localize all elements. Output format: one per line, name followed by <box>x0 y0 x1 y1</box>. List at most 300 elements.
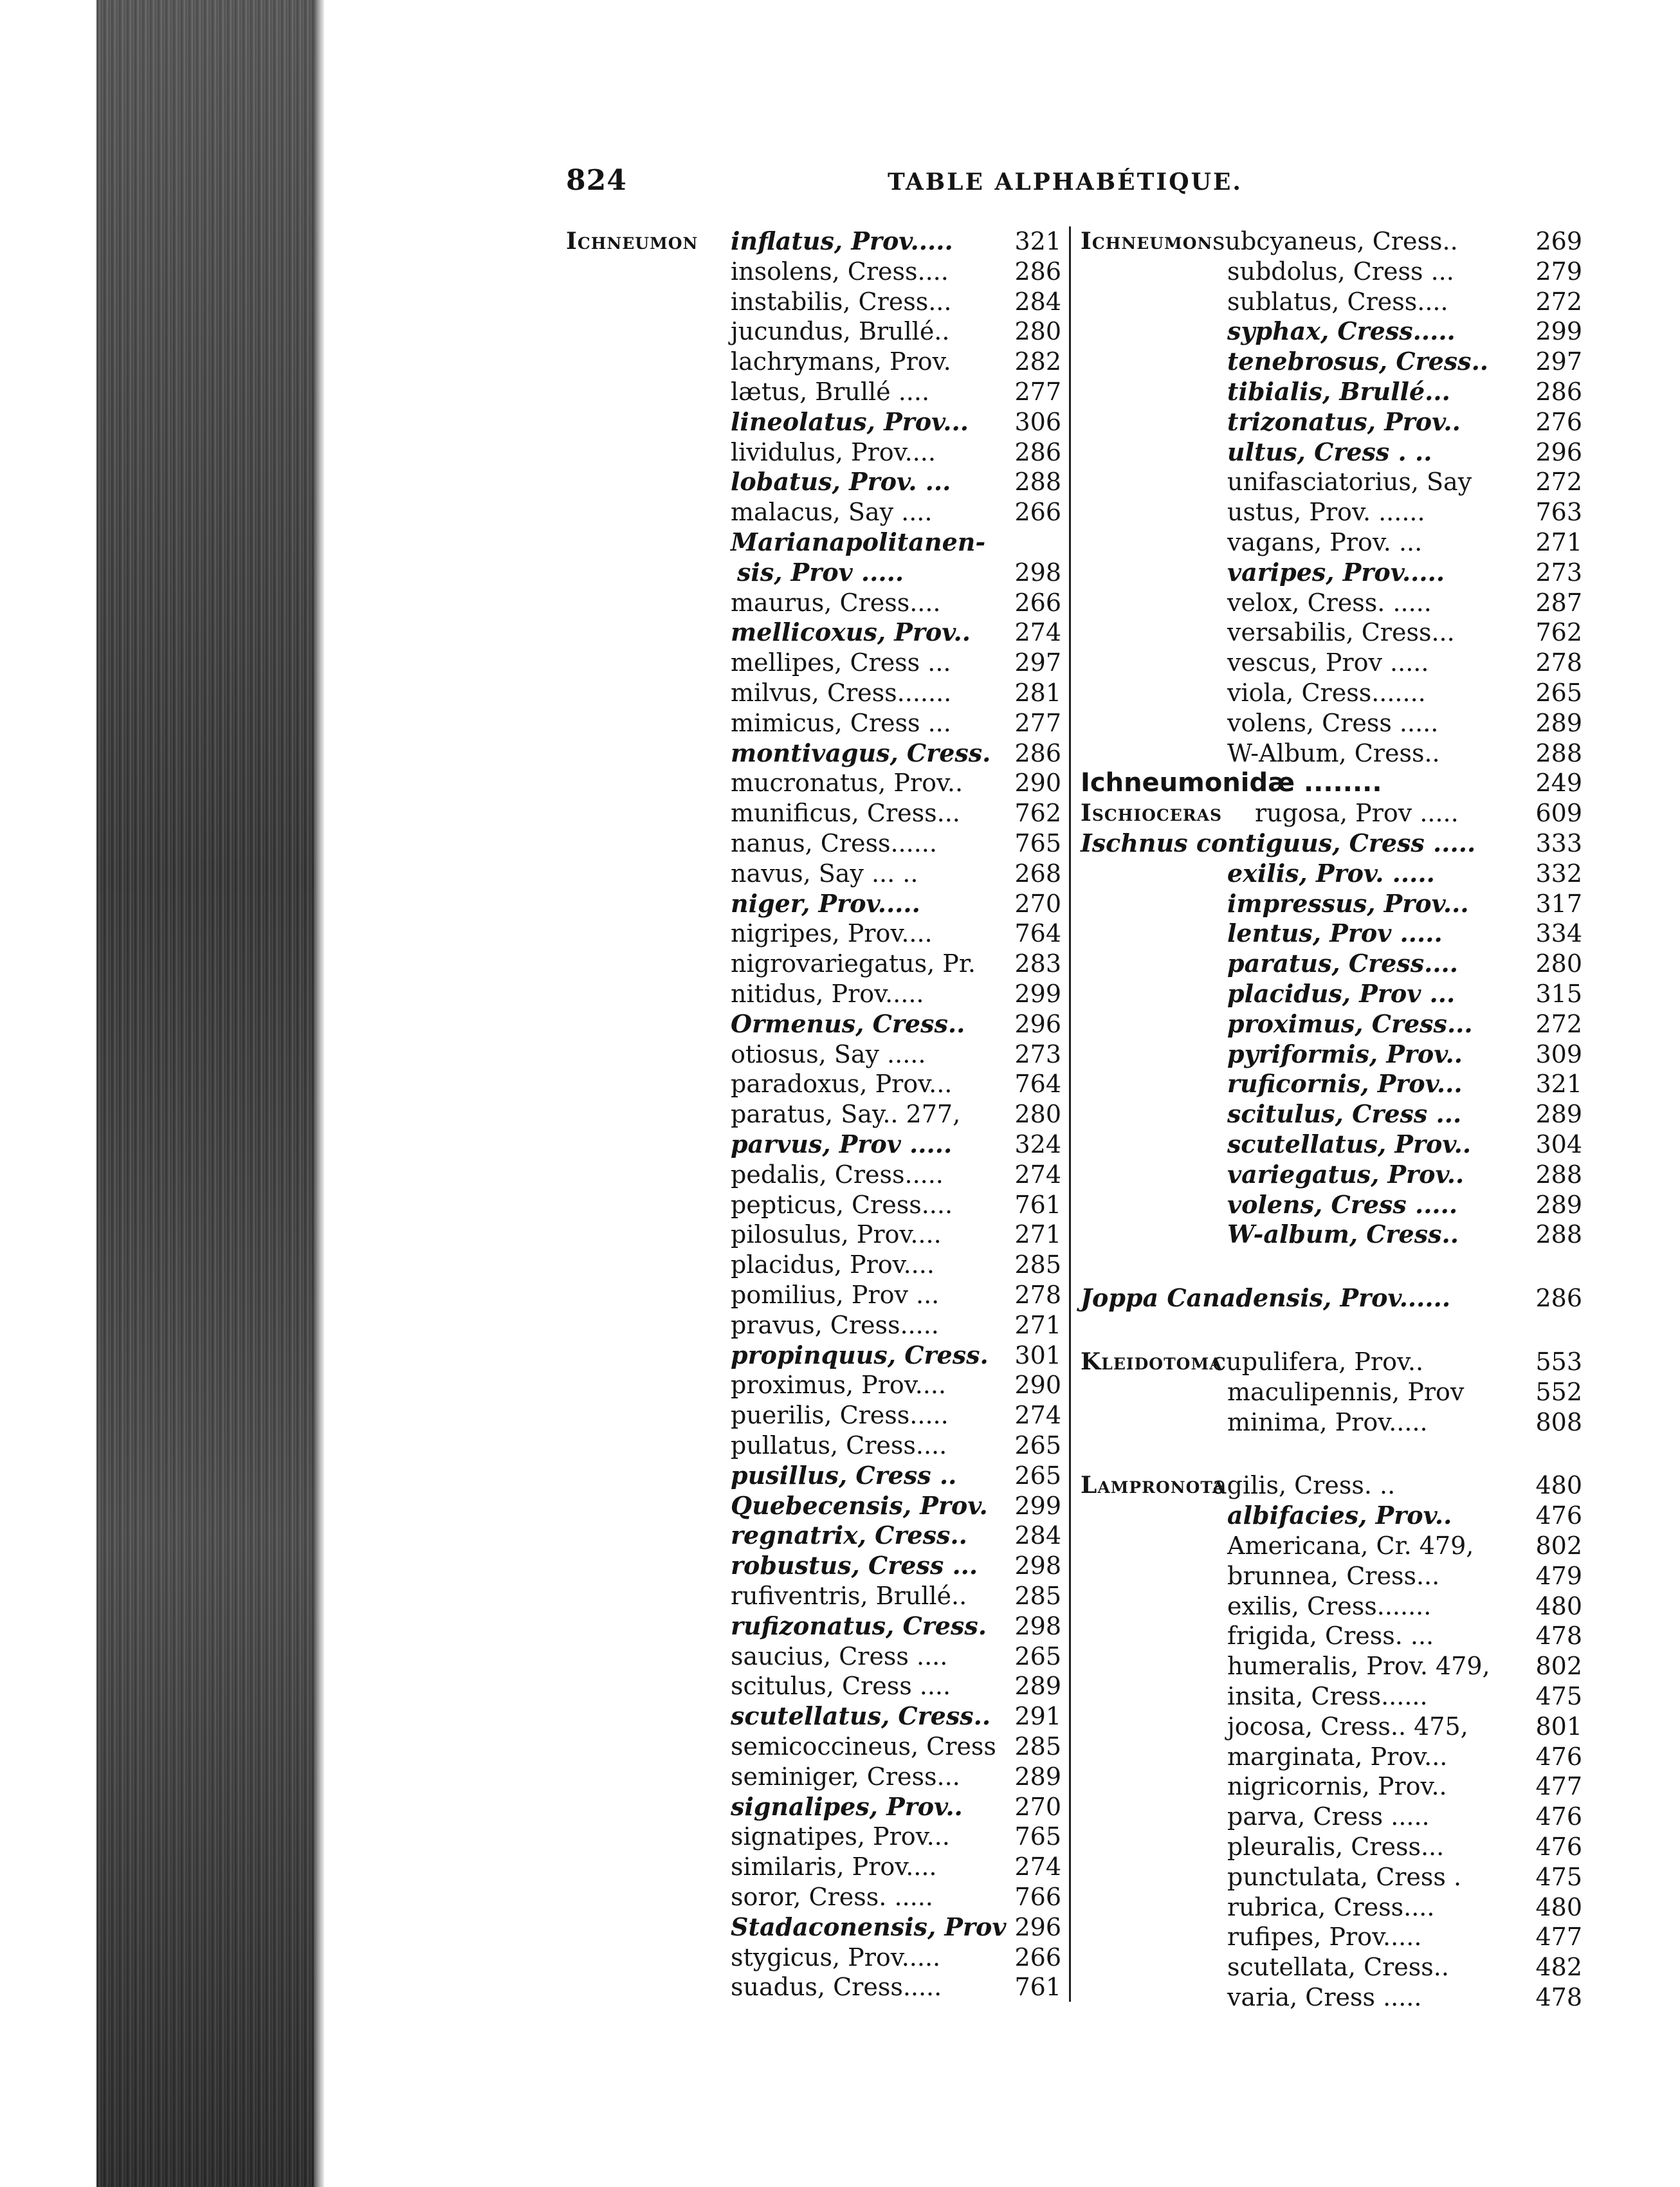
entry-page: 286 <box>1535 1284 1582 1313</box>
entry-name: Quebecensis, Prov. <box>731 1490 988 1520</box>
index-entry <box>566 1701 1061 1731</box>
index-entry <box>566 347 1061 376</box>
entry-page: 274 <box>1014 1853 1061 1881</box>
entry-page: 274 <box>1014 1160 1061 1189</box>
index-entry <box>1081 316 1582 346</box>
index-entry <box>1081 407 1582 437</box>
index-entry <box>566 437 1061 467</box>
index-entry <box>566 1099 1061 1129</box>
entry-name: nigrovariegatus, Pr. <box>731 949 976 978</box>
index-entry <box>1081 1651 1582 1681</box>
entry-page: 764 <box>1014 919 1061 948</box>
entry-name: unifasciatorius, Say <box>1227 468 1472 497</box>
entry-page: 282 <box>1014 347 1061 376</box>
index-entry <box>566 949 1061 978</box>
index-entry <box>1081 1039 1582 1069</box>
entry-page: 284 <box>1014 287 1061 316</box>
entry-name: albifacies, Prov.. <box>1227 1501 1452 1530</box>
entry-name: varipes, Prov..... <box>1227 557 1445 587</box>
entry-page: 265 <box>1014 1431 1061 1460</box>
entry-name: varia, Cress ..... <box>1227 1983 1422 2011</box>
entry-page: 480 <box>1535 1591 1582 1620</box>
entry-page: 268 <box>1014 859 1061 888</box>
entry-page: 274 <box>1014 618 1061 647</box>
entry-name: munificus, Cress... <box>731 799 960 828</box>
entry-page: 482 <box>1535 1953 1582 1982</box>
entry-page: 477 <box>1535 1772 1582 1801</box>
entry-name: W-album, Cress.. <box>1227 1220 1459 1249</box>
entry-name: lætus, Brullé .... <box>731 378 930 406</box>
entry-name: mellipes, Cress ... <box>731 648 951 677</box>
entry-page: 480 <box>1535 1892 1582 1921</box>
entry-name: navus, Say ... .. <box>731 859 918 888</box>
entry-page: 480 <box>1535 1471 1582 1500</box>
entry-name: lividulus, Prov.... <box>731 437 936 466</box>
entry-name: syphax, Cress..... <box>1227 316 1456 346</box>
entry-page: 284 <box>1014 1521 1061 1550</box>
entry-page: 296 <box>1014 1912 1061 1941</box>
entry-page: 285 <box>1014 1732 1061 1761</box>
entry-page: 265 <box>1014 1642 1061 1670</box>
index-entry <box>566 1310 1061 1340</box>
index-entry <box>566 1642 1061 1671</box>
entry-page: 287 <box>1535 588 1582 617</box>
index-entry <box>566 226 1061 256</box>
index-column-left <box>566 226 1100 2002</box>
entry-page: 317 <box>1535 889 1582 918</box>
entry-page: 304 <box>1535 1130 1582 1158</box>
entry-name: ruficornis, Prov... <box>1227 1069 1463 1099</box>
index-entry <box>1081 497 1582 527</box>
running-title: TABLE ALPHABÉTIQUE. <box>888 169 1243 196</box>
index-entry <box>566 1039 1061 1069</box>
entry-page: 289 <box>1535 1100 1582 1129</box>
entry-name: pomilius, Prov ... <box>731 1281 940 1309</box>
entry-page: 765 <box>1014 829 1061 857</box>
entry-name: velox, Cress. ..... <box>1227 588 1432 617</box>
entry-name: robustus, Cress ... <box>731 1551 978 1580</box>
index-entry <box>1081 1130 1582 1159</box>
index-entry <box>1081 1621 1582 1651</box>
entry-page: 280 <box>1014 317 1061 346</box>
entry-name: inflatus, Prov..... <box>731 226 953 255</box>
entry-name: mucronatus, Prov.. <box>731 769 963 798</box>
index-entry <box>1081 1771 1582 1801</box>
entry-name: pilosulus, Prov.... <box>731 1220 942 1249</box>
index-entry <box>566 1671 1061 1701</box>
entry-name: paratus, Cress.... <box>1227 949 1459 978</box>
index-entry <box>566 1461 1061 1490</box>
index-entry <box>566 1280 1061 1310</box>
entry-name: jucundus, Brullé.. <box>731 317 950 346</box>
entry-name: rufipes, Prov..... <box>1227 1923 1422 1952</box>
index-entry <box>566 1220 1061 1249</box>
entry-name: Americana, Cr. 479, <box>1227 1532 1474 1560</box>
entry-page: 475 <box>1535 1862 1582 1891</box>
index-entry <box>1081 828 1582 858</box>
index-entry <box>1081 889 1582 919</box>
entry-page: 286 <box>1535 378 1582 406</box>
index-entry <box>566 1521 1061 1550</box>
entry-page: 763 <box>1535 498 1582 527</box>
index-entry <box>1081 1377 1582 1407</box>
entry-name: sis, Prov ..... <box>737 557 904 587</box>
entry-name: pyriformis, Prov.. <box>1227 1039 1463 1068</box>
index-entry <box>566 1822 1061 1851</box>
entry-name: tenebrosus, Cress.. <box>1227 347 1489 376</box>
entry-name: semicoccineus, Cress <box>731 1732 996 1761</box>
entry-name: insolens, Cress.... <box>731 257 949 286</box>
index-entry <box>566 1943 1061 1972</box>
index-entry <box>566 889 1061 919</box>
index-entry <box>566 1882 1061 1912</box>
entry-name: suadus, Cress..... <box>731 1973 942 2002</box>
entry-page: 266 <box>1014 1943 1061 1972</box>
entry-page: 476 <box>1535 1802 1582 1831</box>
entry-name: lachrymans, Prov. <box>731 347 951 376</box>
index-entry <box>1081 979 1582 1009</box>
index-entry <box>1081 678 1582 708</box>
entry-page: 289 <box>1535 708 1582 737</box>
index-entry <box>566 1431 1061 1460</box>
entry-page: 296 <box>1014 1009 1061 1038</box>
entry-page: 315 <box>1535 980 1582 1008</box>
entry-name: punctulata, Cress . <box>1227 1862 1462 1891</box>
entry-page: 299 <box>1014 980 1061 1008</box>
entry-name: pravus, Cress..... <box>731 1310 939 1339</box>
entry-page: 609 <box>1535 799 1582 828</box>
entry-page: 802 <box>1535 1532 1582 1560</box>
index-entry <box>1081 226 1582 256</box>
entry-name: exilis, Prov. ..... <box>1227 858 1435 888</box>
index-entry <box>1081 1283 1582 1313</box>
entry-page: 299 <box>1014 1491 1061 1520</box>
entry-name: lentus, Prov ..... <box>1227 919 1443 948</box>
index-entry <box>566 1551 1061 1580</box>
entry-page: 281 <box>1014 679 1061 707</box>
entry-name: scutellatus, Prov.. <box>1227 1130 1472 1158</box>
index-entry <box>1081 1832 1582 1862</box>
genus-prefix: Kleidotoma <box>1081 1348 1223 1375</box>
entry-page: 288 <box>1535 1220 1582 1249</box>
entry-name: mimicus, Cress ... <box>731 708 951 737</box>
entry-page: 762 <box>1014 799 1061 828</box>
entry-page: 475 <box>1535 1682 1582 1710</box>
entry-name: vagans, Prov. ... <box>1227 528 1423 556</box>
entry-page: 280 <box>1014 1100 1061 1129</box>
index-entry <box>566 1370 1061 1400</box>
entry-page: 477 <box>1535 1923 1582 1952</box>
entry-name: placidus, Prov ... <box>1227 979 1456 1008</box>
index-entry <box>1081 437 1582 467</box>
index-entry <box>1081 1952 1582 1982</box>
index-entry <box>566 527 1061 557</box>
index-entry <box>1081 1681 1582 1711</box>
entry-page: 332 <box>1535 859 1582 888</box>
index-entry <box>566 678 1061 708</box>
entry-name: scitulus, Cress ... <box>1227 1099 1462 1129</box>
page-edge <box>314 0 324 2187</box>
entry-name: sublatus, Cress.... <box>1227 287 1448 316</box>
entry-page: 297 <box>1014 648 1061 677</box>
entry-name: viola, Cress....... <box>1227 679 1426 707</box>
entry-page: 290 <box>1014 1371 1061 1400</box>
entry-page: 321 <box>1535 1070 1582 1099</box>
entry-name: paratus, Say.. 277, <box>731 1100 961 1129</box>
entry-name: pullatus, Cress.... <box>731 1431 947 1460</box>
index-entry <box>566 257 1061 286</box>
index-entry <box>566 1250 1061 1279</box>
entry-page: 288 <box>1535 1160 1582 1189</box>
index-entry <box>566 919 1061 948</box>
entry-name: scutellata, Cress.. <box>1227 1953 1449 1982</box>
index-entry <box>1081 1407 1582 1437</box>
entry-page: 280 <box>1535 949 1582 978</box>
entry-name: Ormenus, Cress.. <box>731 1009 965 1038</box>
entry-name: nanus, Cress...... <box>731 829 937 857</box>
index-entry <box>566 1400 1061 1430</box>
entry-name: volens, Cress ..... <box>1227 708 1439 737</box>
entry-page: 306 <box>1014 407 1061 436</box>
entry-name: similaris, Prov.... <box>731 1853 937 1881</box>
entry-name: volens, Cress ..... <box>1227 1189 1458 1219</box>
entry-name: versabilis, Cress... <box>1227 618 1455 647</box>
entry-name: variegatus, Prov.. <box>1227 1159 1465 1189</box>
index-entry <box>566 287 1061 316</box>
index-entry <box>1081 768 1582 798</box>
entry-name: milvus, Cress....... <box>731 679 952 707</box>
index-entry <box>1081 648 1582 677</box>
entry-name: impressus, Prov... <box>1227 888 1469 918</box>
entry-name: scutellatus, Cress.. <box>731 1701 991 1731</box>
entry-page: 765 <box>1014 1822 1061 1851</box>
page-number: 824 <box>566 164 627 197</box>
index-entry <box>1081 1802 1582 1831</box>
index-entry <box>1081 919 1582 948</box>
index-entry <box>1081 1220 1582 1249</box>
index-entry <box>1081 377 1582 407</box>
entry-name: saucius, Cress .... <box>731 1642 948 1670</box>
index-entry <box>1081 738 1582 768</box>
entry-page: 801 <box>1535 1712 1582 1741</box>
index-entry <box>566 798 1061 828</box>
index-entry <box>566 708 1061 738</box>
entry-page: 265 <box>1535 679 1582 707</box>
entry-page: 289 <box>1014 1672 1061 1701</box>
index-entry <box>1081 287 1582 316</box>
entry-name: Joppa Canadensis, Prov...... <box>1081 1283 1451 1313</box>
entry-page: 269 <box>1535 227 1582 255</box>
entry-page: 273 <box>1014 1039 1061 1068</box>
index-entry <box>1081 1347 1582 1377</box>
entry-page: 272 <box>1535 468 1582 497</box>
entry-page: 299 <box>1535 317 1582 346</box>
entry-name: montivagus, Cress. <box>731 738 991 767</box>
entry-name: nigripes, Prov.... <box>731 919 933 948</box>
entry-name: scitulus, Cress .... <box>731 1672 951 1701</box>
entry-name: brunnea, Cress... <box>1227 1561 1440 1590</box>
entry-name: lobatus, Prov. ... <box>731 467 951 497</box>
entry-name: proximus, Prov.... <box>731 1371 947 1400</box>
entry-name: lineolatus, Prov... <box>731 407 969 436</box>
entry-page: 301 <box>1014 1341 1061 1369</box>
entry-page: 298 <box>1014 558 1061 587</box>
entry-page: 285 <box>1014 1250 1061 1279</box>
entry-page: 286 <box>1014 738 1061 767</box>
entry-name: nitidus, Prov..... <box>731 980 924 1008</box>
entry-page: 249 <box>1535 769 1582 798</box>
index-column-right <box>1081 226 1614 2011</box>
entry-name: proximus, Cress... <box>1227 1009 1473 1038</box>
index-entry <box>566 1581 1061 1611</box>
entry-name: soror, Cress. ..... <box>731 1883 933 1911</box>
entry-name: rugosa, Prov ..... <box>1255 799 1459 828</box>
entry-name: paradoxus, Prov... <box>731 1070 953 1099</box>
entry-name: trizonatus, Prov.. <box>1227 407 1461 436</box>
index-entry <box>1081 1862 1582 1892</box>
index-entry <box>566 377 1061 407</box>
entry-name: subdolus, Cress ... <box>1227 257 1454 286</box>
entry-name: niger, Prov..... <box>731 888 920 918</box>
entry-page: 272 <box>1535 1009 1582 1038</box>
index-entry <box>566 1972 1061 2002</box>
index-entry <box>566 1912 1061 1942</box>
entry-page: 298 <box>1014 1551 1061 1580</box>
index-entry <box>566 768 1061 798</box>
entry-page: 272 <box>1535 287 1582 316</box>
index-entry <box>1081 618 1582 647</box>
spine-shading <box>96 0 318 2187</box>
index-entry <box>566 1160 1061 1189</box>
index-entry <box>566 828 1061 858</box>
entry-page: 289 <box>1014 1762 1061 1791</box>
entry-name: W-Album, Cress.. <box>1227 738 1440 767</box>
entry-name: instabilis, Cress... <box>731 287 952 316</box>
entry-name: malacus, Say .... <box>731 498 933 527</box>
entry-name: jocosa, Cress.. 475, <box>1227 1712 1468 1741</box>
entry-name: maculipennis, Prov <box>1227 1377 1465 1406</box>
entry-name: frigida, Cress. ... <box>1227 1622 1434 1651</box>
index-entry <box>566 648 1061 677</box>
entry-name: nigricornis, Prov.. <box>1227 1772 1447 1801</box>
entry-name: vescus, Prov ..... <box>1227 648 1429 677</box>
index-entry <box>566 979 1061 1009</box>
entry-name: otiosus, Say ..... <box>731 1039 926 1068</box>
entry-page: 309 <box>1535 1039 1582 1068</box>
entry-name: Ichneumonidæ ........ <box>1081 768 1382 798</box>
entry-name: tibialis, Brullé... <box>1227 377 1450 406</box>
entry-name: signalipes, Prov.. <box>731 1791 963 1821</box>
entry-page: 270 <box>1014 1792 1061 1821</box>
entry-page: 286 <box>1014 437 1061 466</box>
index-entry <box>1081 467 1582 497</box>
entry-page: 762 <box>1535 618 1582 647</box>
index-entry <box>1081 1501 1582 1530</box>
index-entry <box>1081 1009 1582 1039</box>
entry-name: mellicoxus, Prov.. <box>731 618 971 647</box>
entry-name: propinquus, Cress. <box>731 1340 989 1369</box>
entry-page: 321 <box>1014 227 1061 255</box>
entry-page: 761 <box>1014 1190 1061 1219</box>
index-entry <box>1081 1922 1582 1952</box>
index-entry <box>566 1611 1061 1641</box>
entry-name: pepticus, Cress.... <box>731 1190 953 1219</box>
entry-page: 334 <box>1535 919 1582 948</box>
entry-page: 298 <box>1014 1611 1061 1640</box>
entry-name: maurus, Cress.... <box>731 588 941 617</box>
index-entry <box>566 1792 1061 1822</box>
index-entry <box>566 467 1061 497</box>
entry-page: 278 <box>1014 1281 1061 1309</box>
index-entry <box>566 859 1061 888</box>
index-entry <box>566 1130 1061 1159</box>
entry-page: 552 <box>1535 1377 1582 1406</box>
entry-name: Stadaconensis, Prov <box>731 1912 1007 1941</box>
index-entry <box>566 1732 1061 1761</box>
entry-name: humeralis, Prov. 479, <box>1227 1652 1490 1681</box>
entry-page: 283 <box>1014 949 1061 978</box>
index-entry <box>566 558 1061 587</box>
index-entry <box>1081 1190 1582 1220</box>
entry-name: parvus, Prov ..... <box>731 1130 953 1158</box>
index-entry <box>1081 798 1582 828</box>
index-entry <box>566 1190 1061 1220</box>
index-entry <box>1081 1561 1582 1591</box>
entry-page: 266 <box>1014 588 1061 617</box>
entry-name: pleuralis, Cress... <box>1227 1833 1445 1861</box>
entry-page: 278 <box>1535 648 1582 677</box>
index-entry <box>1081 588 1582 618</box>
entry-page: 478 <box>1535 1622 1582 1651</box>
entry-name: rufiventris, Brullé.. <box>731 1582 967 1610</box>
column-divider <box>1069 226 1071 2002</box>
index-entry <box>566 1341 1061 1370</box>
entry-page: 291 <box>1014 1702 1061 1731</box>
entry-page: 297 <box>1535 347 1582 376</box>
entry-name: cupulifera, Prov.. <box>1212 1348 1424 1376</box>
entry-page: 476 <box>1535 1742 1582 1771</box>
entry-name: signatipes, Prov... <box>731 1822 950 1851</box>
index-entry <box>566 1069 1061 1099</box>
index-entry <box>1081 949 1582 978</box>
entry-page: 279 <box>1535 257 1582 286</box>
entry-page: 271 <box>1014 1310 1061 1339</box>
entry-page: 290 <box>1014 769 1061 798</box>
entry-name: exilis, Cress....... <box>1227 1591 1432 1620</box>
index-entry <box>1081 257 1582 286</box>
index-entry <box>566 1009 1061 1039</box>
entry-page: 333 <box>1535 829 1582 857</box>
entry-page: 285 <box>1014 1582 1061 1610</box>
index-entry <box>566 618 1061 647</box>
index-entry <box>1081 1712 1582 1741</box>
entry-page: 476 <box>1535 1501 1582 1530</box>
index-entry <box>566 1852 1061 1881</box>
index-entry <box>1081 1742 1582 1771</box>
entry-page: 761 <box>1014 1973 1061 2002</box>
index-entry <box>1081 1892 1582 1922</box>
entry-page: 274 <box>1014 1401 1061 1430</box>
entry-name: placidus, Prov.... <box>731 1250 935 1279</box>
entry-name: pusillus, Cress .. <box>731 1460 957 1490</box>
entry-page: 553 <box>1535 1348 1582 1376</box>
entry-page: 277 <box>1014 708 1061 737</box>
genus-prefix: Ichneumon <box>566 228 698 255</box>
entry-page: 478 <box>1535 1983 1582 2011</box>
entry-page: 288 <box>1535 738 1582 767</box>
index-entry <box>1081 558 1582 587</box>
entry-page: 277 <box>1014 378 1061 406</box>
